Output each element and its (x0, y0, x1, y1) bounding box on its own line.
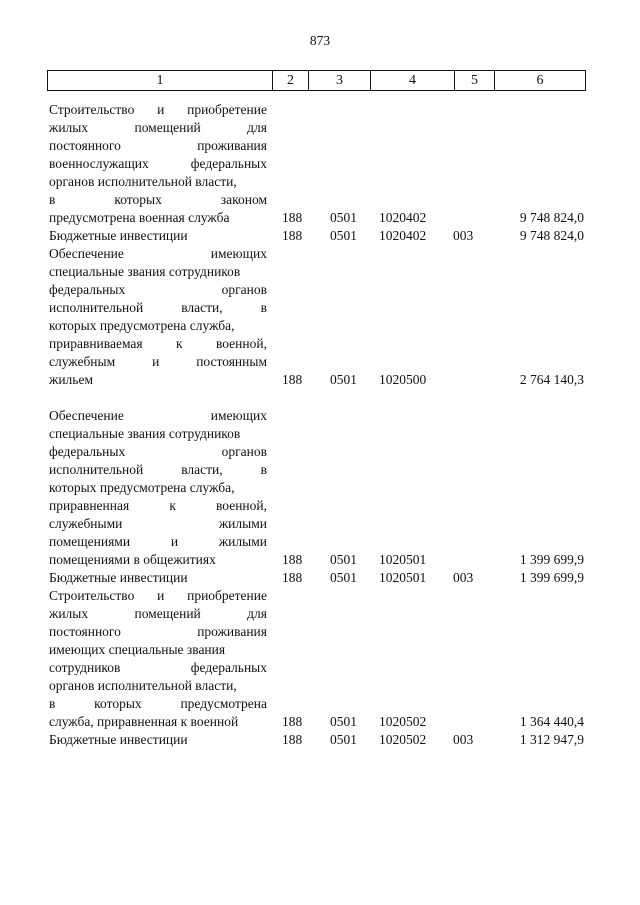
description-word: к (176, 336, 183, 351)
description-word: имеющих специальные звания (49, 642, 226, 657)
description-word: жилыми (218, 534, 267, 549)
expense-type-code: 003 (453, 732, 474, 747)
description-word: жильем (49, 372, 93, 387)
description-word: имеющих (210, 246, 267, 261)
budget-table-body (49, 101, 586, 749)
description-word: Строительство (49, 588, 135, 603)
description-word: Бюджетные инвестиции (49, 570, 188, 585)
header-col-4: 4 (371, 71, 455, 90)
row-description (49, 245, 267, 389)
description-word: законом (220, 192, 267, 207)
amount: 1 399 699,9 (519, 570, 584, 585)
row-description (49, 407, 267, 569)
description-word: специальные звания сотрудников (49, 426, 241, 441)
description-line (49, 641, 267, 659)
description-line (49, 443, 267, 461)
description-word: власти, (181, 300, 223, 315)
expense-type-code: 003 (453, 228, 474, 243)
description-word: постоянного (49, 138, 121, 153)
description-word: органов исполнительной власти, (49, 174, 237, 189)
description-line (49, 695, 267, 713)
section-code: 0501 (330, 570, 357, 585)
description-word: органов (221, 282, 267, 297)
description-word: Бюджетные инвестиции (49, 732, 188, 747)
description-word: власти, (181, 462, 223, 477)
table-row (49, 407, 586, 569)
description-word: приобретение (187, 588, 267, 603)
ministry-code: 188 (282, 210, 303, 225)
description-line (49, 101, 267, 119)
description-line (49, 479, 267, 497)
column-header-table (47, 70, 586, 91)
description-line (49, 407, 267, 425)
target-article-code: 1020500 (379, 372, 427, 387)
amount: 1 399 699,9 (519, 552, 584, 567)
description-word: исполнительной (49, 462, 144, 477)
amount: 9 748 824,0 (519, 210, 584, 225)
description-word: военной, (215, 336, 267, 351)
ministry-code: 188 (282, 228, 303, 243)
section-code: 0501 (330, 210, 357, 225)
description-word: для (247, 120, 267, 135)
header-col-5: 5 (455, 71, 495, 90)
description-word: органов (221, 444, 267, 459)
description-line (49, 677, 267, 695)
description-word: жилых (49, 606, 89, 621)
description-word: проживания (197, 138, 267, 153)
description-word: приравненная (49, 498, 130, 513)
row-values (49, 551, 586, 569)
description-line (49, 605, 267, 623)
description-word: специальные звания сотрудников (49, 264, 241, 279)
description-word: служебными (49, 516, 123, 531)
description-line (49, 245, 267, 263)
description-word: органов исполнительной власти, (49, 678, 237, 693)
description-word: жилых (49, 120, 89, 135)
description-word: Бюджетные инвестиции (49, 228, 188, 243)
section-code: 0501 (330, 372, 357, 387)
description-word: постоянным (196, 354, 267, 369)
description-line (49, 137, 267, 155)
description-line (49, 533, 267, 551)
section-code: 0501 (330, 552, 357, 567)
description-word: военнослужащих (49, 156, 149, 171)
description-word: помещений (134, 120, 201, 135)
description-line (49, 515, 267, 533)
description-word: Обеспечение (49, 408, 124, 423)
description-word: служба, приравненная к военной (49, 714, 239, 729)
target-article-code: 1020402 (379, 228, 427, 243)
description-line (49, 425, 267, 443)
row-description (49, 587, 267, 731)
description-word: имеющих (210, 408, 267, 423)
description-line (49, 623, 267, 641)
table-row (49, 587, 586, 731)
description-line (49, 497, 267, 515)
row-values (49, 713, 586, 731)
target-article-code: 1020502 (379, 714, 427, 729)
description-line (49, 155, 267, 173)
description-word: служебным (49, 354, 116, 369)
description-word: и (157, 588, 165, 603)
section-code: 0501 (330, 228, 357, 243)
description-word: для (247, 606, 267, 621)
description-word: в (49, 696, 56, 711)
header-col-6: 6 (536, 72, 544, 88)
ministry-code: 188 (282, 570, 303, 585)
description-line (49, 461, 267, 479)
description-word: которых предусмотрена служба, (49, 318, 235, 333)
description-line (49, 281, 267, 299)
description-line (49, 173, 267, 191)
description-word: приобретение (187, 102, 267, 117)
target-article-code: 1020402 (379, 210, 427, 225)
amount: 1 364 440,4 (519, 714, 584, 729)
header-col-3: 3 (309, 71, 371, 90)
table-row (49, 731, 586, 749)
description-word: в (260, 300, 267, 315)
description-word: Обеспечение (49, 246, 124, 261)
description-word: проживания (197, 624, 267, 639)
description-line (49, 299, 267, 317)
description-word: помещениями (49, 534, 131, 549)
target-article-code: 1020501 (379, 552, 427, 567)
description-word: постоянного (49, 624, 121, 639)
description-word: военной, (216, 498, 267, 513)
description-word: предусмотрена военная служба (49, 210, 230, 225)
description-word: помещений (134, 606, 201, 621)
description-word: приравниваемая (49, 336, 143, 351)
description-word: федеральных (190, 156, 267, 171)
description-line (49, 317, 267, 335)
description-line (49, 263, 267, 281)
ministry-code: 188 (282, 714, 303, 729)
expense-type-code: 003 (453, 570, 474, 585)
ministry-code: 188 (282, 552, 303, 567)
description-line (49, 659, 267, 677)
description-line (49, 119, 267, 137)
description-word: которых (94, 696, 142, 711)
description-word: в (49, 192, 56, 207)
row-values (49, 227, 586, 245)
amount: 1 312 947,9 (519, 732, 584, 747)
amount: 9 748 824,0 (519, 228, 584, 243)
section-code: 0501 (330, 714, 357, 729)
amount: 2 764 140,3 (519, 372, 584, 387)
header-col-1: 1 (48, 71, 273, 90)
description-word: исполнительной (49, 300, 144, 315)
description-word: жилыми (218, 516, 267, 531)
description-line (49, 191, 267, 209)
description-word: и (170, 534, 179, 549)
description-line (49, 353, 267, 371)
description-word: федеральных (49, 282, 126, 297)
ministry-code: 188 (282, 732, 303, 747)
description-word: предусмотрена (180, 696, 267, 711)
table-row (49, 245, 586, 389)
row-values (49, 731, 586, 749)
description-word: к (169, 498, 176, 513)
description-line (49, 335, 267, 353)
section-code: 0501 (330, 732, 357, 747)
header-col-2: 2 (273, 71, 309, 90)
ministry-code: 188 (282, 372, 303, 387)
table-row (49, 569, 586, 587)
table-row (49, 101, 586, 227)
description-word: которых (114, 192, 162, 207)
row-values (49, 209, 586, 227)
row-values (49, 371, 586, 389)
row-values (49, 569, 586, 587)
target-article-code: 1020502 (379, 732, 427, 747)
description-word: в (260, 462, 267, 477)
description-word: Строительство (49, 102, 135, 117)
table-row (49, 227, 586, 245)
description-word: помещениями в общежитиях (49, 552, 216, 567)
description-line (49, 587, 267, 605)
description-word: федеральных (49, 444, 126, 459)
description-word: и (152, 354, 160, 369)
description-word: федеральных (190, 660, 267, 675)
description-word: которых предусмотрена служба, (49, 480, 235, 495)
target-article-code: 1020501 (379, 570, 427, 585)
page-number: 873 (309, 33, 331, 48)
description-word: и (157, 102, 165, 117)
description-word: сотрудников (49, 660, 121, 675)
